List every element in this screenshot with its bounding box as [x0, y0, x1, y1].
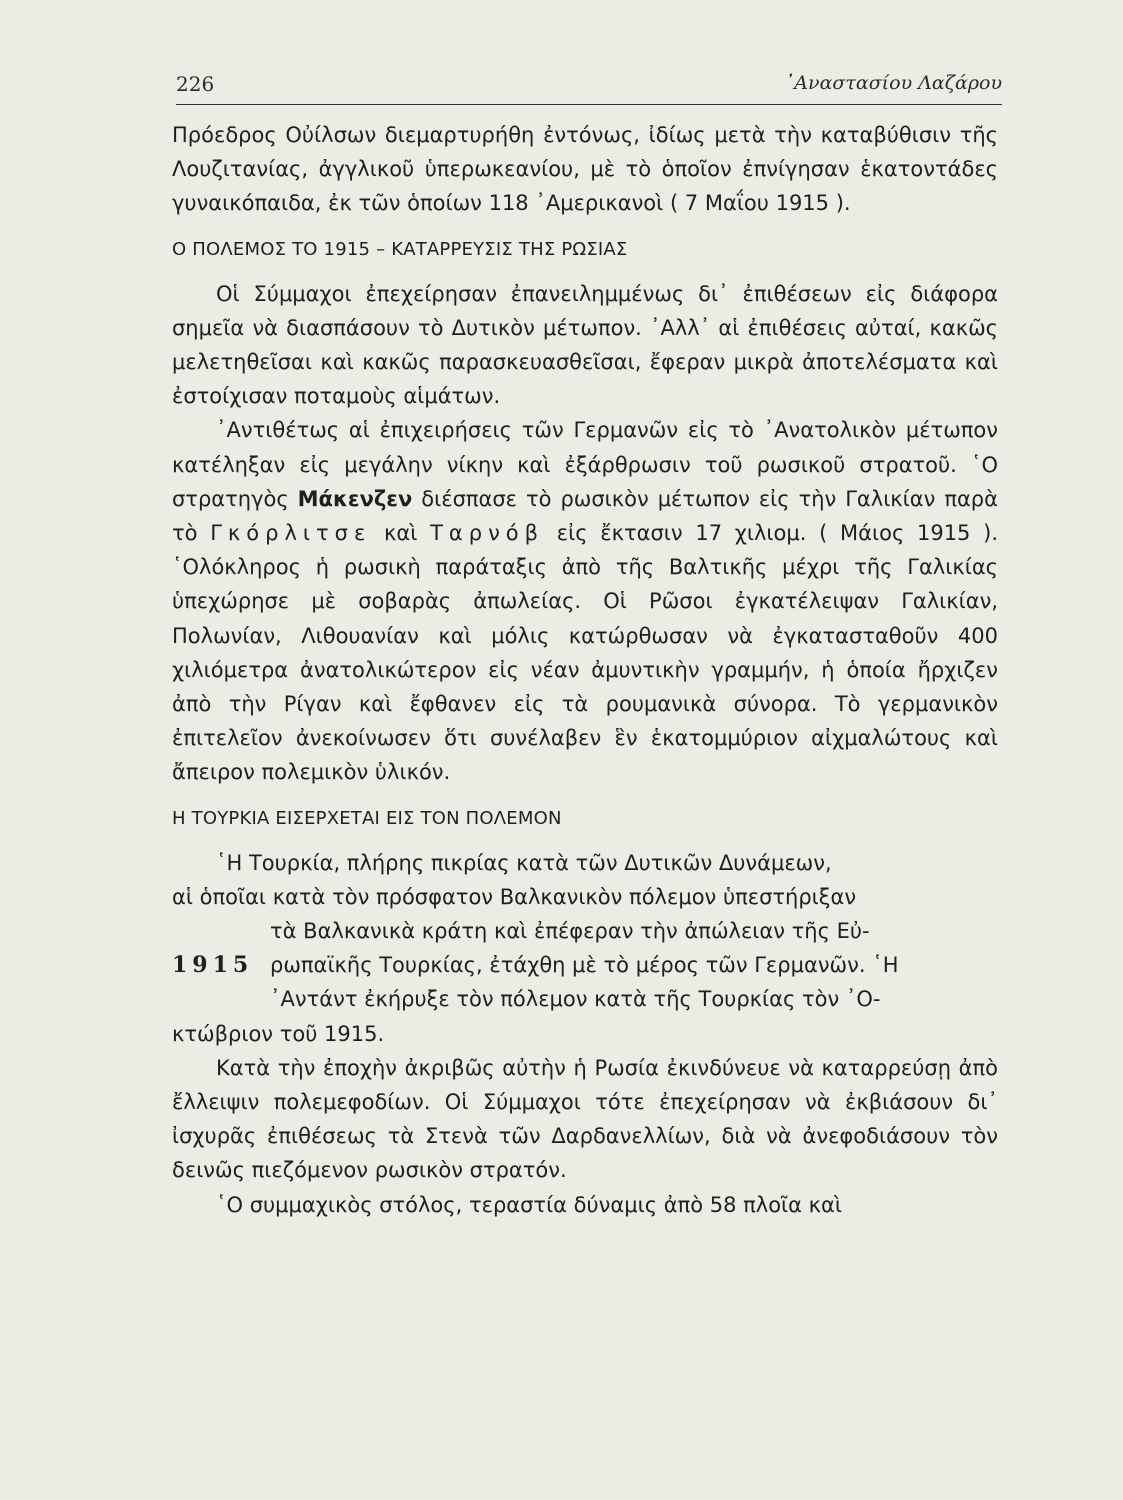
running-title: ᾿Αναστασίου Λαζάρου: [784, 72, 1002, 94]
paragraph-turkey-line: [172, 948, 998, 982]
text-span: ᾿Αντιθέτως αἱ ἐπιχειρήσεις τῶν Γερμανῶν εἰς τὸ ᾿Ανατολικὸν μέτωπον κατέληξαν εἰς μεγάλην νίκην καὶ ἐξάρθρωσιν τοῦ ρωσικοῦ στρατοῦ. ῾Ο στρατηγὸς: [172, 418, 998, 511]
place-name: Γκόρλιτσε: [210, 521, 372, 546]
section-title-turkey: Η ΤΟΥΡΚΙΑ ΕΙΣΕΡΧΕΤΑΙ ΕΙΣ ΤΟΝ ΠΟΛΕΜΟΝ: [172, 807, 562, 829]
text-span: ρωπαϊκῆς Τουρκίας, ἐτάχθη μὲ τὸ μέρος τῶν Γερμανῶν. ῾Η: [270, 953, 899, 978]
paragraph-eastern-front: [172, 413, 998, 789]
paragraph-turkey-line: κτώβριον τοῦ 1915.: [172, 1021, 385, 1046]
text-span: εἰς ἔκτασιν 17 χιλιομ. ( Μάιος 1915 ). ῾Ολόκληρος ἡ ρωσικὴ παράταξις ἀπὸ τῆς Βαλτικῆς μέχρι τῆς Γαλικίας ὑπεχώρησε μὲ σοβαρὰς ἀπωλείας. Οἱ Ρῶσοι ἐγκατέλειψαν Γαλικίαν, Πολωνίαν, Λιθουανίαν καὶ μόλις κατώρθωσαν νὰ ἐγκατασταθοῦν 400 χιλιόμετρα ἀνατολικώτερον εἰς νέαν ἀμυντικὴν γραμμήν, ἡ ὁποία ἤρχιζεν ἀπὸ τὴν Ρίγαν καὶ ἔφθανεν εἰς τὰ ρουμανικὰ σύνορα. Τὸ γερμανικὸν ἐπιτελεῖον ἀνεκοίνωσεν ὅτι συνέλαβεν ἓν ἑκατομμύριον αἰχμαλώτους καὶ ἄπειρον πολεμικὸν ὑλικόν.: [172, 521, 998, 785]
paragraph-turkey-line: ῾Η Τουρκία, πλήρης πικρίας κατὰ τῶν Δυτικῶν Δυνάμεων,: [216, 850, 832, 875]
page-header: [176, 72, 1002, 102]
margin-year: 1915: [172, 952, 254, 979]
place-name: Ταρνόβ: [430, 521, 545, 546]
text-span: καὶ: [384, 521, 418, 546]
paragraph-turkey-line: ᾿Αντάντ ἐκήρυξε τὸν πόλεμον κατὰ τῆς Τουρκίας τὸν ᾿Ο-: [270, 987, 881, 1012]
text-span: διέσπασε τὸ ρωσικὸν μέτωπον εἰς τὴν Γαλικίαν παρὰ τὸ: [172, 486, 998, 546]
paragraph-allied-fleet: ῾Ο συμμαχικὸς στόλος, τεραστία δύναμις ἀπὸ 58 πλοῖα καὶ: [216, 1192, 843, 1217]
paragraph-turkey-line: αἱ ὁποῖαι κατὰ τὸν πρόσφατον Βαλκανικὸν πόλεμον ὑπεστήριξαν: [172, 884, 857, 909]
general-name: Μάκενζεν: [297, 486, 413, 511]
intro-paragraph: Πρόεδρος Οὐίλσων διεμαρτυρήθη ἐντόνως, ἰδίως μετὰ τὴν καταβύθισιν τῆς Λουζιτανίας, ἀγγλικοῦ ὑπερωκεανίου, μὲ τὸ ὁποῖον ἐπνίγησαν ἑκατοντάδες γυναικόπαιδα, ἐκ τῶν ὁποίων 118 ᾿Αμερικανοὶ ( 7 Μαΐου 1915 ).: [172, 123, 998, 216]
section-title-war-1915: Ο ΠΟΛΕΜΟΣ ΤΟ 1915 – ΚΑΤΑΡΡΕΥΣΙΣ ΤΗΣ ΡΩΣΙΑΣ: [172, 238, 628, 260]
page-body: [172, 118, 998, 1222]
header-rule: [176, 104, 1002, 105]
paragraph-allies-attacks: Οἱ Σύμμαχοι ἐπεχείρησαν ἐπανειλημμένως δι᾿ ἐπιθέσεων εἰς διάφορα σημεῖα νὰ διασπάσουν τὸ Δυτικὸν μέτωπον. ᾿Αλλ᾿ αἱ ἐπιθέσεις αὐταί, κακῶς μελετηθεῖσαι καὶ κακῶς παρασκευασθεῖσαι, ἔφεραν μικρὰ ἀποτελέσματα καὶ ἐστοίχισαν ποταμοὺς αἱμάτων.: [172, 281, 998, 409]
paragraph-turkey-line: τὰ Βαλκανικὰ κράτη καὶ ἐπέφεραν τὴν ἀπώλειαν τῆς Εὐ-: [270, 919, 870, 944]
page-number: 226: [176, 72, 215, 96]
paragraph-dardanelles: Κατὰ τὴν ἐποχὴν ἀκριβῶς αὐτὴν ἡ Ρωσία ἐκινδύνευε νὰ καταρρεύσῃ ἀπὸ ἔλλειψιν πολεμεφοδίων. Οἱ Σύμμαχοι τότε ἐπεχείρησαν νὰ ἐκβιάσουν δι᾿ ἰσχυρᾶς ἐπιθέσεως τὰ Στενὰ τῶν Δαρδανελλίων, διὰ νὰ ἀνεφοδιάσουν τὸν δεινῶς πιεζόμενον ρωσικὸν στρατόν.: [172, 1055, 998, 1183]
